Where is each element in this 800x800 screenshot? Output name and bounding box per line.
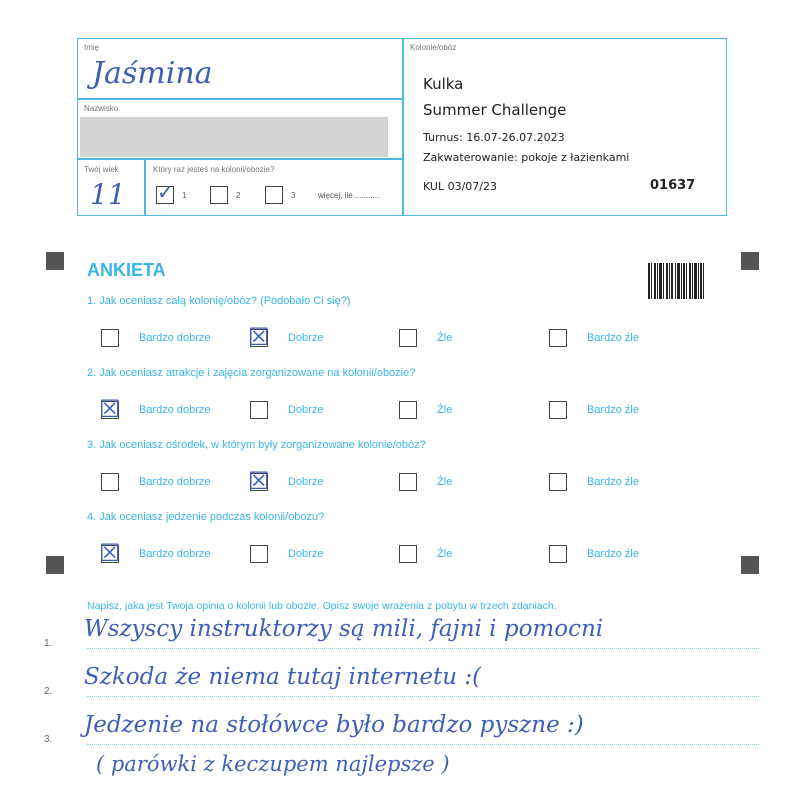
answer-label: Źle	[437, 548, 453, 560]
registration-mark-bottom-right	[741, 556, 759, 574]
opinion-continuation[interactable]: ( parówki z keczupem najlepsze )	[96, 752, 450, 776]
answer-label: Dobrze	[288, 404, 324, 416]
answer-checkbox[interactable]	[399, 329, 417, 347]
answer-checkbox[interactable]	[250, 401, 268, 419]
ktory-raz-label: Który raz jesteś na kolonii/obozie?	[153, 165, 275, 174]
ktory-raz-checkbox-3[interactable]	[265, 186, 283, 204]
opinion-dotted-line	[87, 648, 759, 649]
kolonie-label: Kolonie/obóz	[410, 43, 457, 52]
ktory-raz-option-2: 2	[236, 191, 241, 200]
opinion-dotted-line	[87, 696, 759, 697]
ktory-raz-option-3: 3	[291, 191, 296, 200]
ktory-raz-checkbox-1[interactable]	[156, 180, 174, 204]
answer-label: Bardzo źle	[587, 548, 639, 560]
answer-checkbox[interactable]	[399, 401, 417, 419]
opinion-handwritten-text[interactable]: Jedzenie na stołówce było bardzo pyszne :)	[84, 712, 584, 738]
answer-checkbox[interactable]	[248, 467, 270, 495]
answer-checkbox[interactable]	[99, 539, 121, 567]
imie-value[interactable]: Jaśmina	[92, 56, 213, 91]
answer-checkbox[interactable]	[101, 473, 119, 491]
answer-checkbox[interactable]	[549, 473, 567, 491]
registration-mark-top-right	[741, 252, 759, 270]
answer-label: Bardzo dobrze	[139, 332, 211, 344]
opinion-dotted-line	[87, 744, 759, 745]
check-mark: ☒	[248, 323, 270, 351]
answer-label: Bardzo dobrze	[139, 476, 211, 488]
answer-label: Źle	[437, 476, 453, 488]
answer-checkbox[interactable]	[99, 395, 121, 423]
answer-label: Bardzo źle	[587, 404, 639, 416]
barcode	[648, 263, 704, 299]
question-text: 3. Jak oceniasz ośrodek, w którym były zorganizowane kolonie/obóz?	[87, 439, 426, 451]
question-text: 2. Jak oceniasz atrakcje i zajęcia zorganizowane na kolonii/obozie?	[87, 367, 416, 379]
wiek-label: Twój wiek	[84, 165, 119, 174]
opinion-line-number: 2.	[44, 686, 53, 697]
survey-title: ANKIETA	[87, 260, 166, 280]
nazwisko-divider	[77, 158, 403, 160]
camp-code: KUL 03/07/23	[423, 180, 497, 193]
opinion-handwritten-text[interactable]: Szkoda że niema tutaj internetu :(	[84, 664, 482, 690]
tick-mark: ✓	[157, 180, 174, 204]
ktory-raz-more: więcej, ile ...........	[318, 191, 380, 200]
answer-label: Bardzo dobrze	[139, 548, 211, 560]
registration-mark-top-left	[46, 252, 64, 270]
answer-checkbox[interactable]	[399, 473, 417, 491]
answer-checkbox[interactable]	[549, 545, 567, 563]
opinion-line-number: 1.	[44, 638, 53, 649]
answer-label: Dobrze	[288, 476, 324, 488]
answer-checkbox[interactable]	[549, 401, 567, 419]
answer-label: Bardzo dobrze	[139, 404, 211, 416]
answer-checkbox[interactable]	[248, 323, 270, 351]
answer-label: Bardzo źle	[587, 332, 639, 344]
question-text: 1. Jak oceniasz całą kolonię/obóz? (Podobało Ci się?)	[87, 295, 351, 307]
turnus: Turnus: 16.07-26.07.2023	[423, 131, 565, 144]
ktory-raz-option-1: 1	[182, 191, 187, 200]
answer-checkbox[interactable]	[250, 545, 268, 563]
check-mark: ☒	[248, 467, 270, 495]
age-divider	[144, 158, 146, 216]
answer-label: Źle	[437, 404, 453, 416]
answer-label: Dobrze	[288, 548, 324, 560]
check-mark: ☒	[99, 539, 121, 567]
registration-mark-bottom-left	[46, 556, 64, 574]
ktory-raz-checkbox-2[interactable]	[210, 186, 228, 204]
question-text: 4. Jak oceniasz jedzenie podczas kolonii/obozu?	[87, 511, 325, 523]
camp-name-2: Summer Challenge	[423, 101, 567, 119]
form-number: 01637	[650, 178, 696, 193]
answer-label: Dobrze	[288, 332, 324, 344]
camp-name-1: Kulka	[423, 75, 464, 93]
answer-label: Źle	[437, 332, 453, 344]
answer-checkbox[interactable]	[101, 329, 119, 347]
imie-divider	[77, 98, 403, 100]
zakwaterowanie: Zakwaterowanie: pokoje z łazienkami	[423, 151, 630, 164]
opinion-handwritten-text[interactable]: Wszyscy instruktorzy są mili, fajni i pomocni	[84, 616, 604, 642]
answer-label: Bardzo źle	[587, 476, 639, 488]
imie-label: Imię	[84, 43, 100, 52]
check-mark: ☒	[99, 395, 121, 423]
answer-checkbox[interactable]	[399, 545, 417, 563]
header-divider	[402, 38, 404, 216]
opinion-prompt: Napisz, jaka jest Twoja opinia o kolonii lub obozie. Opisz swoje wrażenia z pobytu w trzech zdaniach.	[87, 600, 557, 612]
nazwisko-label: Nazwisko	[84, 104, 119, 113]
answer-checkbox[interactable]	[549, 329, 567, 347]
wiek-value[interactable]: 11	[90, 178, 126, 211]
nazwisko-redacted	[80, 117, 388, 157]
opinion-line-number: 3.	[44, 734, 53, 745]
